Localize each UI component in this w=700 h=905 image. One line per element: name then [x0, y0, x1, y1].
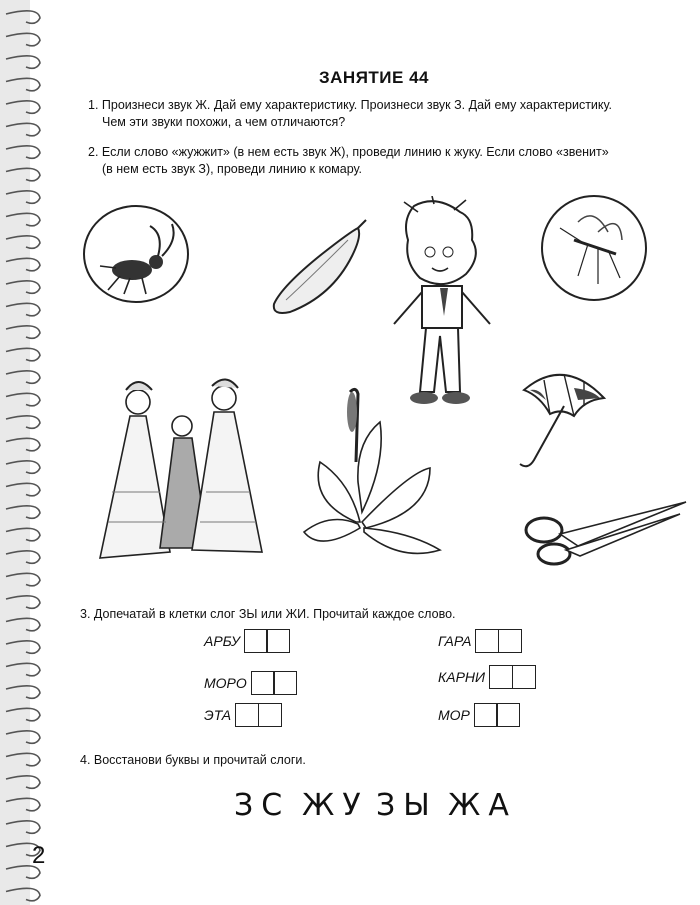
task-2-line-2: (в нем есть звук З), проведи линию к комару.: [102, 162, 362, 176]
word-row: [204, 670, 297, 696]
answer-cells[interactable]: [235, 703, 282, 727]
word-row: [204, 628, 290, 654]
word-stem: МОР: [438, 707, 470, 723]
broken-syllable: ЖУ: [302, 788, 369, 823]
umbrella-picture: [514, 360, 610, 478]
broken-syllable: ЗЫ: [376, 788, 438, 823]
broken-syllable: ЗС: [234, 788, 291, 823]
task-2: [88, 144, 609, 178]
page-number: 2: [32, 842, 46, 869]
word-stem: МОРО: [204, 675, 247, 691]
word-row: [438, 628, 522, 654]
word-stem: КАРНИ: [438, 669, 486, 685]
word-stem: АРБУ: [204, 633, 240, 649]
word-stem: ГАРА: [438, 633, 472, 649]
task-1: [88, 97, 612, 131]
broken-syllable: ЖА: [448, 788, 517, 823]
scissors-picture: [520, 494, 690, 574]
word-row: [204, 702, 282, 728]
spiral-binding: [0, 0, 48, 905]
answer-cells[interactable]: [251, 671, 298, 695]
word-row: [438, 702, 520, 728]
answer-cells[interactable]: [489, 665, 536, 689]
word-row: [438, 664, 536, 690]
ladies-picture: [96, 372, 266, 572]
cucumber-picture: [262, 216, 370, 318]
task-1-line-2: Чем эти звуки похожи, а чем отличаются?: [102, 115, 346, 129]
task-1-line-1: 1. Произнеси звук Ж. Дай ему характеристику. Произнеси звук З. Дай ему характеристику.: [88, 98, 612, 112]
mosquito-picture: [538, 192, 650, 304]
task-3: [80, 606, 456, 623]
answer-cells[interactable]: [244, 629, 291, 653]
beetle-picture: [80, 204, 192, 304]
task-3-line: 3. Допечатай в клетки слог ЗЫ или ЖИ. Прочитай каждое слово.: [80, 607, 456, 621]
workbook-page: [48, 0, 700, 905]
page-title: ЗАНЯТИЕ 44: [319, 68, 429, 87]
task-2-line-1: 2. Если слово «жужжит» (в нем есть звук Ж), проведи линию к жуку. Если слово «звенит»: [88, 145, 609, 159]
answer-cells[interactable]: [474, 703, 521, 727]
plantain-picture: [300, 382, 450, 568]
task-4: [80, 752, 306, 769]
answer-cells[interactable]: [475, 629, 522, 653]
word-stem: ЭТА: [204, 707, 232, 723]
task-4-line: 4. Восстанови буквы и прочитай слоги.: [80, 753, 306, 767]
